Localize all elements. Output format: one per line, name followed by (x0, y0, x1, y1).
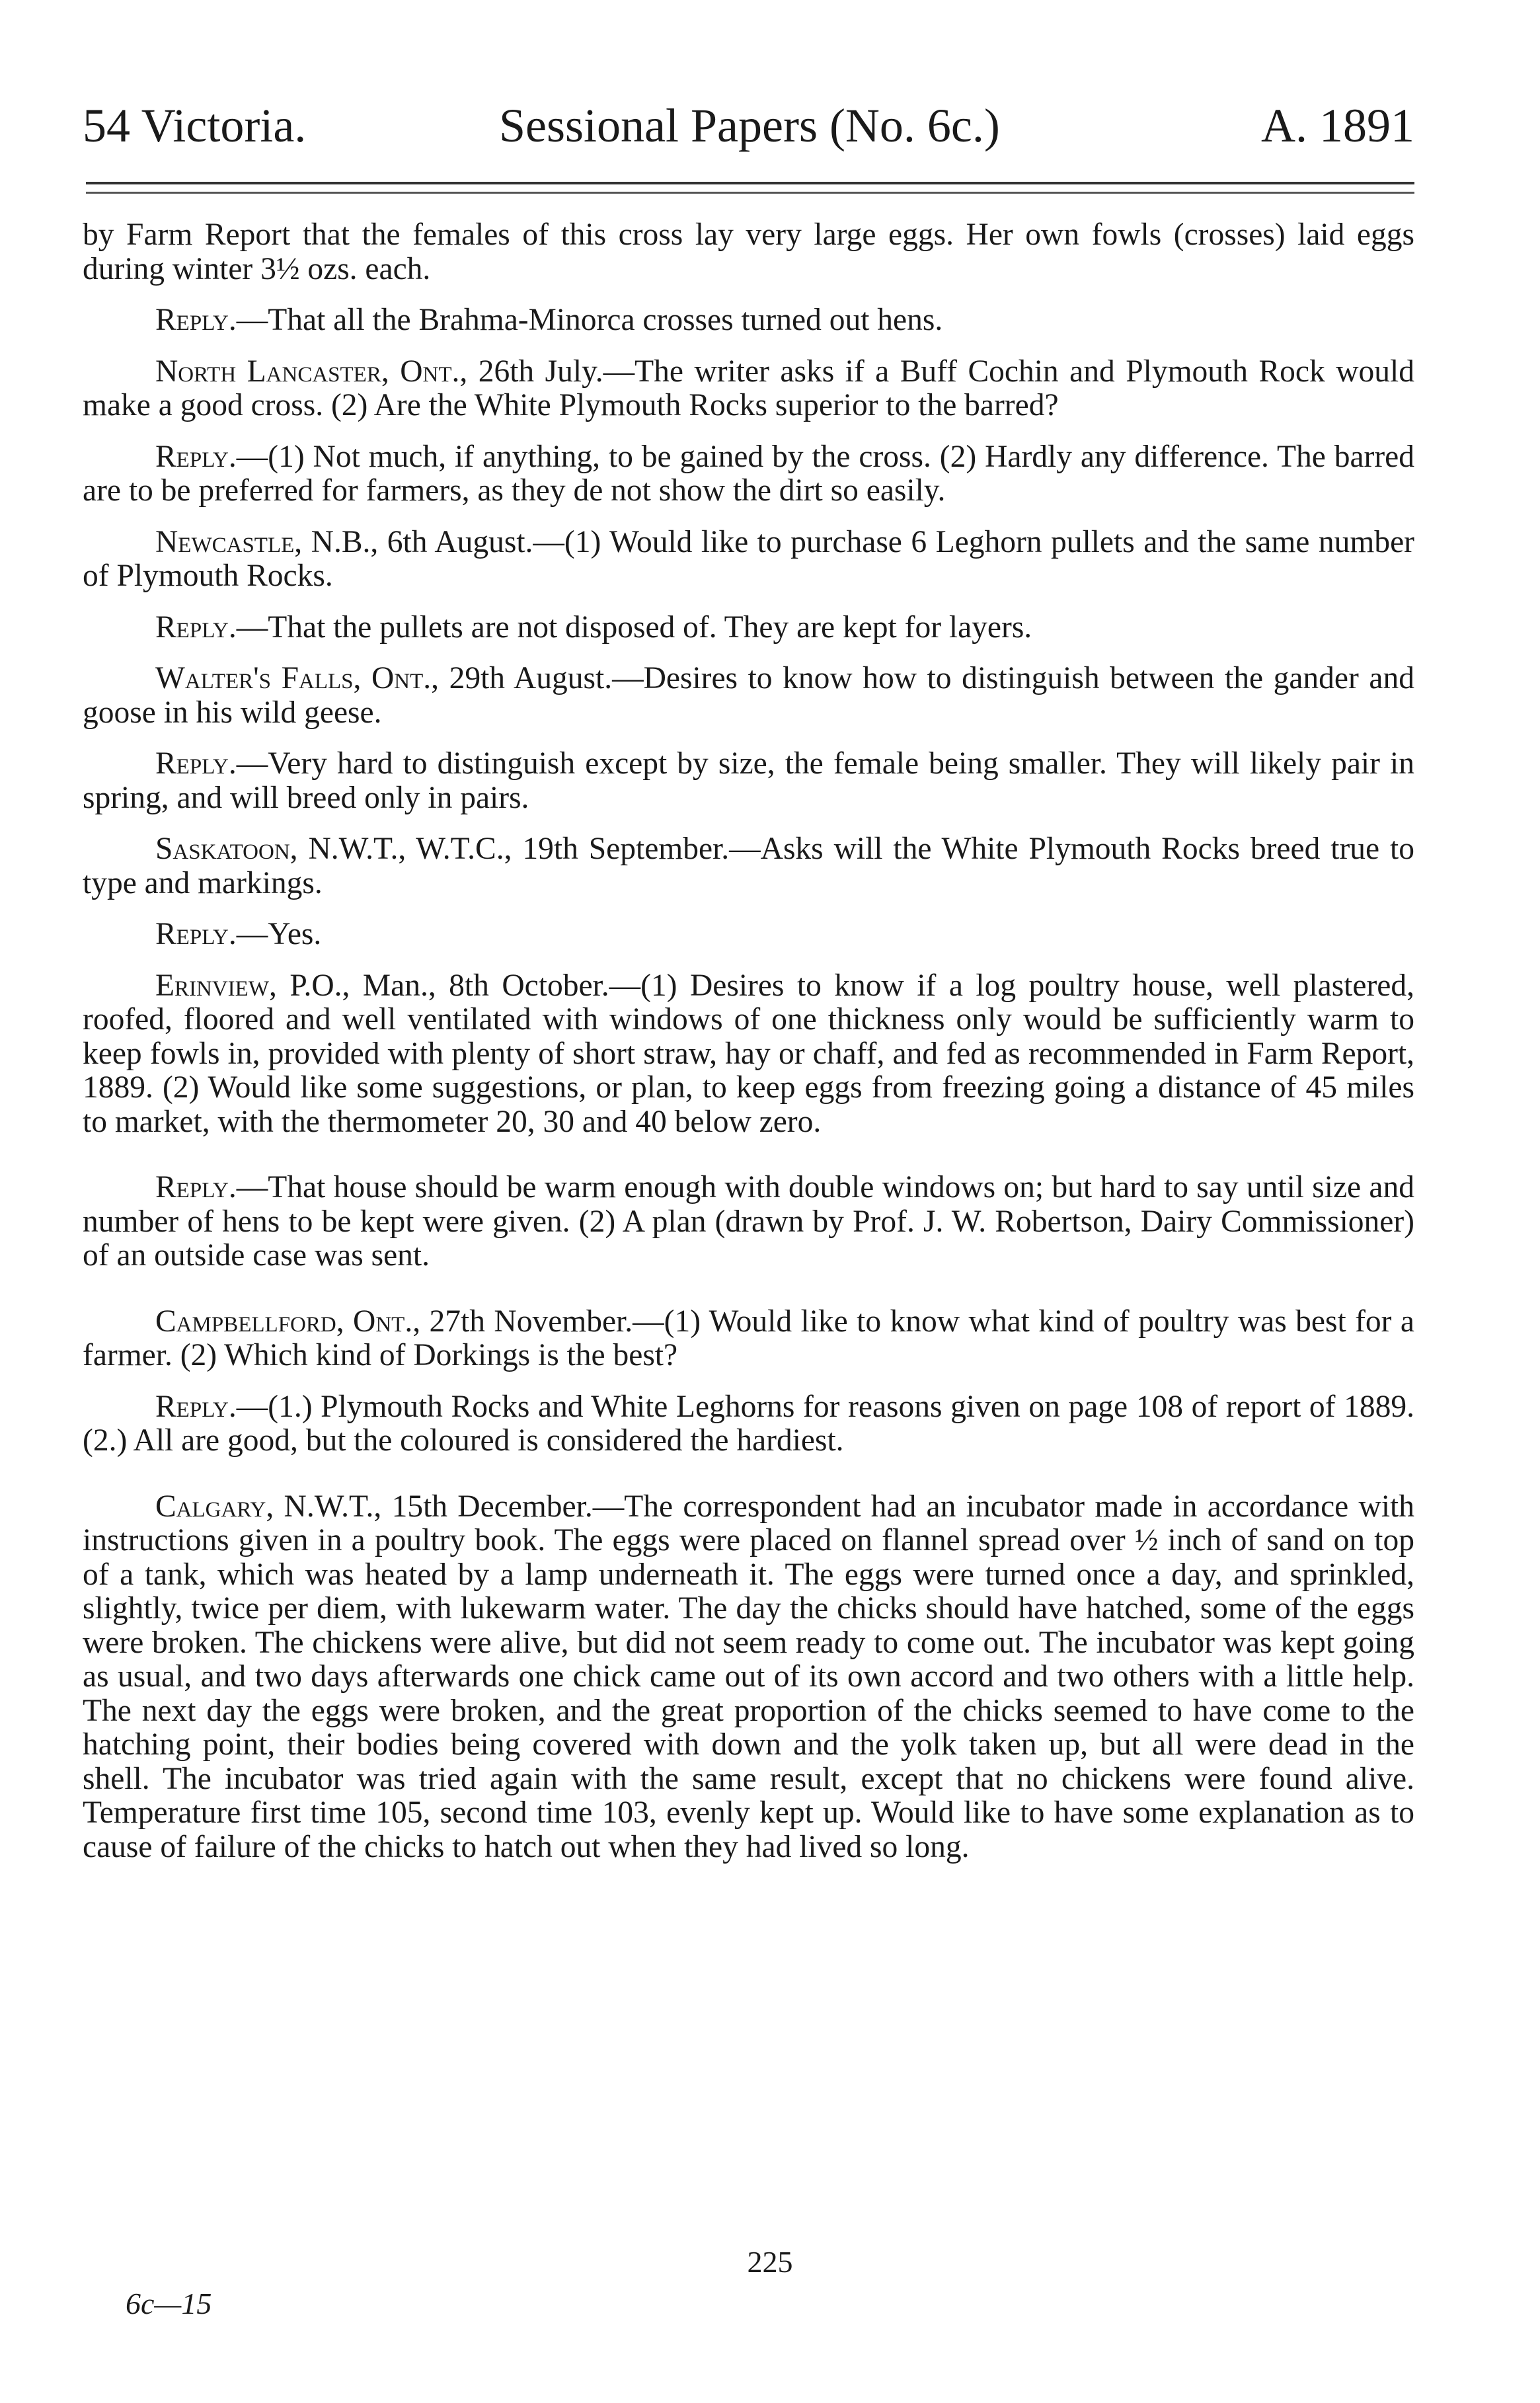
query-paragraph: Saskatoon, N.W.T., W.T.C., 19th September.—Asks will the White Plymouth Rocks breed true to type and markings. (83, 832, 1414, 900)
header-title: Sessional Papers (No. 6c.) (499, 99, 1000, 152)
header-rule-bottom (86, 192, 1414, 194)
header-year: A. 1891 (1261, 99, 1414, 152)
paragraph-continuation: by Farm Report that the females of this cross lay very large eggs. Her own fowls (crosses) laid eggs during winter 3½ ozs. each. (83, 217, 1414, 286)
paragraph-lead: Erinview, (155, 968, 277, 1003)
reply-paragraph: Reply.—(1.) Plymouth Rocks and White Leghorns for reasons given on page 108 of report of 1889. (2.) All are good, but the coloured is considered the hardiest. (83, 1389, 1414, 1458)
page-header (83, 99, 1414, 159)
reply-paragraph: Reply.—(1) Not much, if anything, to be gained by the cross. (2) Hardly any difference. The barred are to be preferred for farmers, as they de not show the dirt so easily. (83, 439, 1414, 508)
paragraph-lead: Reply. (155, 610, 237, 645)
paragraph-lead: Campbellford, Ont., (155, 1304, 421, 1339)
query-paragraph: Erinview, P.O., Man., 8th October.—(1) Desires to know if a log poultry house, well plastered, roofed, floored and well ventilated with windows of one thickness only would be sufficiently warm to keep fowls in, provided with plenty of short straw, hay or chaff, and fed as recommended in Farm Report, 1889. (2) Would like some suggestions, or plan, to keep eggs from freezing going a distance of 45 miles to market, with the thermometer 20, 30 and 40 below zero. (83, 968, 1414, 1139)
query-paragraph: North Lancaster, Ont., 26th July.—The writer asks if a Buff Cochin and Plymouth Rock would make a good cross. (2) Are the White Plymouth Rocks superior to the barred? (83, 354, 1414, 422)
query-paragraph: Walter's Falls, Ont., 29th August.—Desires to know how to distinguish between the gander and goose in his wild geese. (83, 661, 1414, 730)
reply-paragraph: Reply.—That house should be warm enough with double windows on; but hard to say until size and number of hens to be kept were given. (2) A plan (drawn by Prof. J. W. Robertson, Dairy Commissioner) of an outside case was sent. (83, 1170, 1414, 1273)
reply-paragraph: Reply.—That the pullets are not disposed of. They are kept for layers. (155, 610, 1032, 645)
query-paragraph: Campbellford, Ont., 27th November.—(1) Would like to know what kind of poultry was best for a farmer. (2) Which kind of Dorkings is the best? (83, 1304, 1414, 1372)
signature-mark: 6c—15 (126, 2287, 212, 2320)
page-number: 225 (747, 2245, 793, 2279)
paragraph-lead: Newcastle, (155, 524, 303, 559)
paragraph-lead: Reply. (155, 439, 237, 474)
paragraph-lead: Walter's Falls, Ont., (155, 661, 439, 695)
paragraph-lead: North Lancaster, Ont., (155, 354, 468, 389)
paragraph-lead: Saskatoon, (155, 832, 298, 866)
reply-paragraph: Reply.—Yes. (155, 917, 322, 951)
reply-paragraph: Reply.—That all the Brahma-Minorca crosses turned out hens. (155, 303, 943, 337)
paragraph-lead: Reply. (155, 1389, 237, 1424)
paragraph-lead: Reply. (155, 303, 237, 337)
paragraph-lead: Reply. (155, 1170, 237, 1204)
paragraph-lead: Reply. (155, 746, 237, 781)
paragraph-lead: Calgary, (155, 1489, 274, 1524)
paragraph-lead: Reply. (155, 917, 237, 951)
reply-paragraph: Reply.—Very hard to distinguish except by size, the female being smaller. They will likely pair in spring, and will breed only in pairs. (83, 746, 1414, 815)
header-volume: 54 Victoria. (83, 99, 307, 152)
query-paragraph: Newcastle, N.B., 6th August.—(1) Would like to purchase 6 Leghorn pullets and the same number of Plymouth Rocks. (83, 524, 1414, 593)
query-paragraph: Calgary, N.W.T., 15th December.—The correspondent had an incubator made in accordance with instructions given in a poultry book. The eggs were placed on flannel spread over ½ inch of sand on top of a tank, which was heated by a lamp underneath it. The eggs were turned once a day, and sprinkled, slightly, twice per diem, with lukewarm water. The day the chicks should have hatched, some of the eggs were broken. The chickens were alive, but did not seem ready to come out. The incubator was kept going as usual, and two days afterwards one chick came out of its own accord and two others with a little help. The next day the eggs were broken, and the great proportion of the chicks seemed to have come to the hatching point, their bodies being covered with down and the yolk taken up, but all were dead in the shell. The incubator was tried again with the same result, except that no chickens were found alive. Temperature first time 105, second time 103, evenly kept up. Would like to have some explanation as to cause of failure of the chicks to hatch out when they had lived so long. (83, 1489, 1414, 1864)
body-text (83, 218, 1414, 1881)
header-rule-top (86, 182, 1414, 184)
